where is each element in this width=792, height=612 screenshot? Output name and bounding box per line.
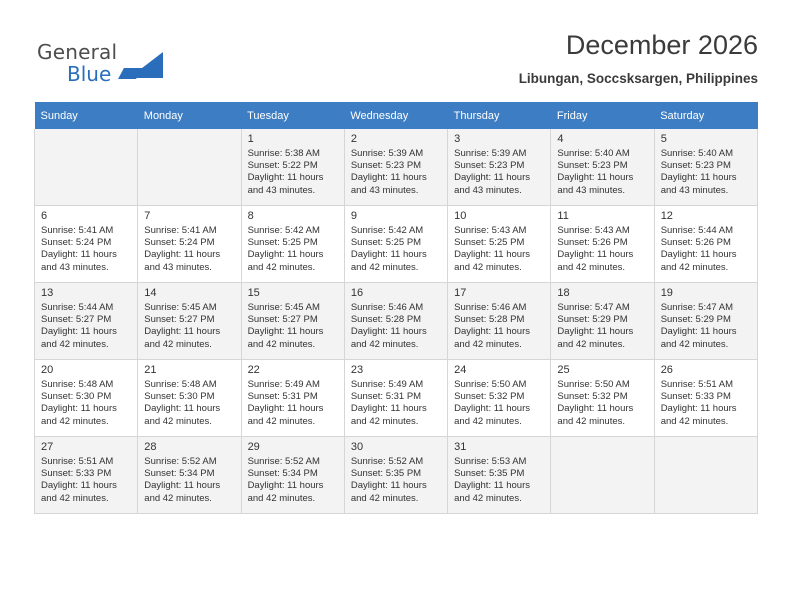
calendar-day-cell[interactable] (448, 129, 551, 206)
day-number: 12 (660, 210, 673, 222)
day-cell-inner (242, 360, 344, 428)
day-number: 14 (144, 287, 157, 299)
calendar-day-cell[interactable] (448, 437, 551, 514)
day-detail-line: Sunset: 5:30 PM (144, 391, 215, 403)
day-detail-line: Sunset: 5:24 PM (144, 237, 215, 249)
day-detail-line: Daylight: 11 hours (350, 249, 427, 261)
day-detail-line: Daylight: 11 hours (247, 249, 324, 261)
day-number: 10 (454, 210, 467, 222)
day-cell-inner (138, 437, 240, 505)
calendar-day-cell[interactable] (654, 206, 757, 283)
calendar-day-cell[interactable] (344, 360, 447, 437)
calendar-day-cell[interactable] (344, 283, 447, 360)
day-detail-line: Sunset: 5:31 PM (247, 391, 318, 403)
day-detail-line: Sunset: 5:27 PM (247, 314, 318, 326)
day-detail-line: Sunrise: 5:42 AM (350, 225, 424, 236)
logo-text-general: General (37, 40, 118, 64)
day-detail-line: and 42 minutes. (144, 492, 212, 504)
day-number: 30 (350, 441, 364, 453)
day-number: 8 (247, 210, 254, 222)
day-detail-line: Daylight: 11 hours (557, 403, 634, 415)
day-detail-line: Sunset: 5:23 PM (557, 160, 628, 172)
day-detail-line: Sunrise: 5:52 AM (144, 456, 217, 467)
day-detail-line: Sunrise: 5:43 AM (557, 225, 630, 236)
day-number: 17 (454, 287, 467, 299)
day-cell-inner (551, 283, 653, 351)
day-cell-inner (242, 437, 344, 505)
day-detail-line: and 43 minutes. (557, 184, 626, 196)
day-detail-line: Daylight: 11 hours (41, 480, 117, 492)
calendar-day-cell[interactable] (654, 283, 757, 360)
day-cell-inner (551, 206, 653, 274)
day-detail-line: Daylight: 11 hours (454, 403, 530, 415)
title-block (519, 28, 758, 90)
day-cell-inner (345, 283, 447, 351)
calendar-day-cell[interactable] (551, 129, 654, 206)
day-number: 6 (41, 210, 48, 222)
day-detail-line: Sunrise: 5:39 AM (350, 148, 424, 159)
day-detail-line: Sunset: 5:34 PM (247, 468, 318, 480)
day-cell-inner (448, 206, 550, 274)
day-detail-line: Daylight: 11 hours (454, 172, 530, 184)
day-detail-line: Sunrise: 5:51 AM (41, 456, 114, 467)
calendar-day-cell[interactable] (551, 283, 654, 360)
day-detail-line: and 42 minutes. (660, 338, 729, 350)
day-detail-line: Daylight: 11 hours (454, 326, 530, 338)
day-number: 21 (144, 364, 157, 376)
calendar-empty-cell (654, 437, 757, 514)
day-detail-line: Sunset: 5:33 PM (660, 391, 731, 403)
day-number: 1 (247, 133, 254, 145)
calendar-day-cell[interactable] (344, 206, 447, 283)
day-detail-line: Sunrise: 5:50 AM (454, 379, 527, 390)
day-detail-line: Sunset: 5:23 PM (454, 160, 525, 172)
day-detail-line: and 42 minutes. (350, 261, 419, 273)
day-detail-line: Sunrise: 5:45 AM (144, 302, 217, 313)
calendar-day-cell[interactable] (138, 360, 241, 437)
day-detail-line: Sunrise: 5:52 AM (350, 456, 424, 467)
generalblue-logo (37, 40, 217, 96)
day-detail-line: Sunrise: 5:40 AM (660, 148, 734, 159)
calendar-day-cell[interactable] (35, 206, 138, 283)
day-detail-line: Sunrise: 5:49 AM (350, 379, 424, 390)
day-number: 19 (660, 287, 673, 299)
day-number: 5 (660, 133, 667, 145)
weekday-header-friday: Friday (551, 102, 654, 129)
day-cell-inner (242, 206, 344, 274)
day-detail-line: Sunrise: 5:42 AM (247, 225, 320, 236)
day-detail-line: Daylight: 11 hours (144, 403, 221, 415)
day-detail-line: and 42 minutes. (247, 492, 316, 504)
calendar-day-cell[interactable] (654, 360, 757, 437)
calendar-day-cell[interactable] (35, 360, 138, 437)
day-detail-line: Sunrise: 5:50 AM (557, 379, 630, 390)
day-number: 20 (41, 364, 54, 376)
day-detail-line: Sunset: 5:26 PM (660, 237, 731, 249)
day-detail-line: Sunrise: 5:44 AM (660, 225, 734, 236)
day-cell-inner (448, 437, 550, 505)
day-number: 31 (454, 441, 467, 453)
day-detail-line: Daylight: 11 hours (350, 403, 427, 415)
page-header (34, 28, 758, 96)
calendar-week-row (35, 437, 758, 514)
day-detail-line: and 42 minutes. (144, 415, 212, 427)
day-detail-line: Daylight: 11 hours (144, 326, 221, 338)
weekday-header-wednesday: Wednesday (344, 102, 447, 129)
day-cell-inner (448, 360, 550, 428)
day-detail-line: Sunrise: 5:49 AM (247, 379, 320, 390)
day-detail-line: Sunset: 5:32 PM (557, 391, 628, 403)
day-detail-line: and 42 minutes. (247, 338, 316, 350)
day-detail-line: and 43 minutes. (144, 261, 212, 273)
day-detail-line: Sunset: 5:25 PM (454, 237, 525, 249)
day-number: 16 (350, 287, 364, 299)
day-cell-inner (138, 283, 240, 351)
calendar-day-cell[interactable] (241, 129, 344, 206)
day-detail-line: Sunset: 5:23 PM (660, 160, 731, 172)
day-number: 18 (557, 287, 570, 299)
day-detail-line: Sunrise: 5:48 AM (41, 379, 114, 390)
day-detail-line: and 42 minutes. (144, 338, 212, 350)
day-number: 9 (350, 210, 357, 222)
day-cell-inner (35, 437, 137, 505)
day-cell-inner (551, 129, 653, 197)
day-detail-line: and 42 minutes. (660, 261, 729, 273)
day-detail-line: Sunset: 5:30 PM (41, 391, 112, 403)
day-detail-line: and 42 minutes. (41, 492, 109, 504)
day-detail-line: Daylight: 11 hours (247, 403, 324, 415)
day-detail-line: Daylight: 11 hours (557, 172, 634, 184)
calendar-day-cell[interactable] (448, 206, 551, 283)
day-detail-line: Daylight: 11 hours (454, 480, 530, 492)
calendar-header-row (35, 102, 758, 129)
calendar-day-cell[interactable] (138, 206, 241, 283)
day-number: 4 (557, 133, 564, 145)
calendar-day-cell[interactable] (654, 129, 757, 206)
calendar-day-cell[interactable] (448, 283, 551, 360)
calendar-week-row (35, 206, 758, 283)
day-detail-line: and 42 minutes. (350, 492, 419, 504)
day-detail-line: and 42 minutes. (454, 338, 522, 350)
day-detail-line: and 42 minutes. (247, 415, 316, 427)
day-detail-line: Sunrise: 5:47 AM (660, 302, 734, 313)
day-number: 11 (557, 210, 569, 222)
day-detail-line: and 42 minutes. (557, 415, 626, 427)
day-detail-line: Sunset: 5:32 PM (454, 391, 525, 403)
day-detail-line: Sunset: 5:27 PM (41, 314, 112, 326)
day-cell-inner (655, 360, 757, 428)
weekday-header-thursday: Thursday (448, 102, 551, 129)
day-detail-line: Daylight: 11 hours (454, 249, 530, 261)
day-detail-line: Daylight: 11 hours (557, 249, 634, 261)
calendar-day-cell[interactable] (241, 206, 344, 283)
day-cell-inner (345, 129, 447, 197)
day-detail-line: Daylight: 11 hours (247, 480, 324, 492)
calendar-empty-cell (138, 129, 241, 206)
logo-text-blue: Blue (67, 62, 112, 86)
calendar-day-cell[interactable] (35, 283, 138, 360)
day-detail-line: Sunrise: 5:51 AM (660, 379, 734, 390)
weekday-header-tuesday: Tuesday (241, 102, 344, 129)
calendar-day-cell[interactable] (241, 437, 344, 514)
day-cell-inner (242, 129, 344, 197)
day-detail-line: and 42 minutes. (41, 415, 109, 427)
calendar-day-cell[interactable] (138, 283, 241, 360)
day-cell-inner (345, 206, 447, 274)
day-detail-line: Sunset: 5:34 PM (144, 468, 215, 480)
day-number: 29 (247, 441, 260, 453)
day-detail-line: Sunrise: 5:46 AM (350, 302, 424, 313)
day-cell-inner (448, 283, 550, 351)
calendar-day-cell[interactable] (551, 360, 654, 437)
day-detail-line: and 42 minutes. (454, 415, 522, 427)
day-detail-line: Daylight: 11 hours (247, 326, 324, 338)
day-detail-line: Sunset: 5:29 PM (557, 314, 628, 326)
day-cell-inner (35, 360, 137, 428)
calendar-day-cell[interactable] (241, 360, 344, 437)
day-detail-line: Sunset: 5:23 PM (350, 160, 422, 172)
day-detail-line: and 42 minutes. (557, 261, 626, 273)
weekday-header-monday: Monday (138, 102, 241, 129)
day-detail-line: Daylight: 11 hours (41, 249, 117, 261)
day-detail-line: Daylight: 11 hours (41, 403, 117, 415)
day-detail-line: Sunset: 5:31 PM (350, 391, 422, 403)
calendar-day-cell[interactable] (344, 437, 447, 514)
day-detail-line: and 43 minutes. (660, 184, 729, 196)
calendar-empty-cell (551, 437, 654, 514)
day-detail-line: Sunrise: 5:41 AM (41, 225, 114, 236)
calendar-table (34, 102, 758, 514)
day-detail-line: Daylight: 11 hours (660, 403, 737, 415)
calendar-day-cell[interactable] (241, 283, 344, 360)
day-detail-line: Sunrise: 5:47 AM (557, 302, 630, 313)
day-detail-line: and 42 minutes. (350, 338, 419, 350)
day-number: 23 (350, 364, 364, 376)
day-detail-line: and 42 minutes. (350, 415, 419, 427)
calendar-day-cell[interactable] (448, 360, 551, 437)
day-detail-line: and 42 minutes. (454, 261, 522, 273)
day-detail-line: Daylight: 11 hours (660, 172, 737, 184)
day-detail-line: and 43 minutes. (41, 261, 109, 273)
day-detail-line: Daylight: 11 hours (247, 172, 324, 184)
day-detail-line: and 43 minutes. (247, 184, 316, 196)
day-cell-inner (35, 283, 137, 351)
day-number: 22 (247, 364, 260, 376)
day-detail-line: Sunset: 5:27 PM (144, 314, 215, 326)
day-detail-line: and 43 minutes. (454, 184, 522, 196)
day-cell-inner (138, 360, 240, 428)
calendar-week-row (35, 360, 758, 437)
day-detail-line: Daylight: 11 hours (350, 326, 427, 338)
day-cell-inner (242, 283, 344, 351)
day-detail-line: Daylight: 11 hours (144, 480, 221, 492)
day-detail-line: Sunrise: 5:44 AM (41, 302, 114, 313)
day-detail-line: Sunset: 5:29 PM (660, 314, 731, 326)
day-detail-line: Sunset: 5:28 PM (350, 314, 422, 326)
day-detail-line: and 42 minutes. (557, 338, 626, 350)
day-cell-inner (655, 129, 757, 197)
calendar-body (35, 129, 758, 514)
day-number: 25 (557, 364, 570, 376)
day-detail-line: Sunrise: 5:52 AM (247, 456, 320, 467)
day-detail-line: Sunrise: 5:53 AM (454, 456, 527, 467)
calendar-empty-cell (35, 129, 138, 206)
day-cell-inner (655, 283, 757, 351)
day-number: 3 (454, 133, 461, 145)
day-cell-inner (448, 129, 550, 197)
day-detail-line: Daylight: 11 hours (41, 326, 117, 338)
day-number: 24 (454, 364, 467, 376)
day-detail-line: Sunrise: 5:40 AM (557, 148, 630, 159)
day-detail-line: Sunset: 5:25 PM (247, 237, 318, 249)
day-detail-line: and 42 minutes. (41, 338, 109, 350)
day-detail-line: Sunrise: 5:38 AM (247, 148, 320, 159)
day-detail-line: Sunrise: 5:46 AM (454, 302, 527, 313)
day-detail-line: Sunset: 5:24 PM (41, 237, 112, 249)
day-detail-line: and 42 minutes. (454, 492, 522, 504)
day-detail-line: and 42 minutes. (660, 415, 729, 427)
day-detail-line: Sunset: 5:26 PM (557, 237, 628, 249)
day-cell-inner (345, 360, 447, 428)
day-detail-line: Sunset: 5:22 PM (247, 160, 318, 172)
weekday-header-sunday: Sunday (35, 102, 138, 129)
weekday-header-saturday: Saturday (654, 102, 757, 129)
day-detail-line: Sunrise: 5:39 AM (454, 148, 527, 159)
day-cell-inner (345, 437, 447, 505)
location-subtitle: Libungan, Soccsksargen, Philippines (518, 71, 758, 86)
calendar-day-cell[interactable] (551, 206, 654, 283)
day-detail-line: Sunset: 5:33 PM (41, 468, 112, 480)
day-detail-line: and 42 minutes. (247, 261, 316, 273)
day-detail-line: and 43 minutes. (350, 184, 419, 196)
calendar-day-cell[interactable] (35, 437, 138, 514)
day-number: 27 (41, 441, 54, 453)
day-detail-line: Daylight: 11 hours (144, 249, 221, 261)
day-detail-line: Sunset: 5:25 PM (350, 237, 422, 249)
day-number: 2 (350, 133, 357, 145)
calendar-week-row (35, 283, 758, 360)
day-number: 28 (144, 441, 157, 453)
day-number: 15 (247, 287, 260, 299)
calendar-week-row (35, 129, 758, 206)
day-detail-line: Sunrise: 5:43 AM (454, 225, 527, 236)
calendar-day-cell[interactable] (138, 437, 241, 514)
day-detail-line: Sunset: 5:35 PM (350, 468, 422, 480)
day-detail-line: Daylight: 11 hours (660, 249, 737, 261)
day-detail-line: Daylight: 11 hours (350, 172, 427, 184)
day-cell-inner (35, 206, 137, 274)
day-number: 7 (144, 210, 151, 222)
day-detail-line: Sunrise: 5:45 AM (247, 302, 320, 313)
day-number: 13 (41, 287, 54, 299)
day-detail-line: Sunrise: 5:41 AM (144, 225, 217, 236)
day-cell-inner (655, 206, 757, 274)
calendar-day-cell[interactable] (344, 129, 447, 206)
day-detail-line: Daylight: 11 hours (350, 480, 427, 492)
day-detail-line: Sunset: 5:28 PM (454, 314, 525, 326)
day-number: 26 (660, 364, 673, 376)
day-cell-inner (138, 206, 240, 274)
day-cell-inner (551, 360, 653, 428)
day-detail-line: Sunset: 5:35 PM (454, 468, 525, 480)
day-detail-line: Daylight: 11 hours (660, 326, 737, 338)
day-detail-line: Sunrise: 5:48 AM (144, 379, 217, 390)
page-title: December 2026 (565, 30, 758, 60)
day-detail-line: Daylight: 11 hours (557, 326, 634, 338)
